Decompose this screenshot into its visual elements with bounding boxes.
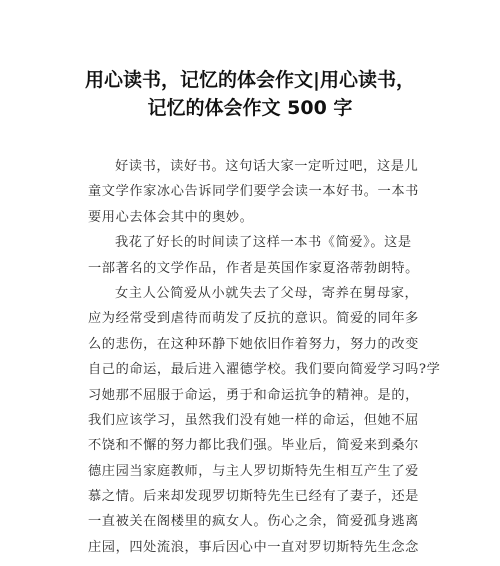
text-line: 童文学作家冰心告诉同学们要学会读一本好书。一本书 xyxy=(88,184,419,200)
article-body xyxy=(88,154,448,560)
text-line: 德庄园当家庭教师，与主人罗切斯特先生相互产生了爱 xyxy=(88,463,419,479)
text-line: 庄园，四处流浪，事后因心中一直对罗切斯特先生念念 xyxy=(88,539,419,555)
text-line: 习她那不屈服于命运，勇于和命运抗争的精神。是的， xyxy=(88,387,419,403)
text-line: 慕之情。后来却发现罗切斯特先生已经有了妻子，还是 xyxy=(88,489,419,505)
text-line: 应为经常受到虐待而萌发了反抗的意识。简爱的同年多 xyxy=(88,311,419,327)
text-line: 一直被关在阁楼里的疯女人。伤心之余，简爱孤身逃离 xyxy=(88,514,419,530)
text-line: 好读书，读好书。这句话大家一定听过吧，这是儿 xyxy=(115,159,419,174)
text-line: 我花了好长的时间读了这样一本书《简爱》。这是 xyxy=(115,235,412,251)
text-line: 女主人公简爱从小就失去了父母，寄养在舅母家， xyxy=(115,285,419,301)
text-line: 自己的命运，最后进入濯德学校。我们要向简爱学习吗?学 xyxy=(88,362,441,378)
title-line: 记忆的体会作文 500 字 xyxy=(147,97,353,119)
text-line: 要用心去体会其中的奥妙。 xyxy=(88,209,254,225)
text-line: 不饶和不懈的努力都比我们强。毕业后，简爱来到桑尔 xyxy=(88,438,419,454)
article-title xyxy=(40,66,460,122)
text-line: 么的悲伤，在这种环静下她依旧作着努力，努力的改变 xyxy=(88,336,419,352)
title-line: 用心读书，记忆的体会作文|用心读书， xyxy=(85,69,415,91)
text-line: 一部著名的文学作品，作者是英国作家夏洛蒂勃朗特。 xyxy=(88,260,419,276)
text-line: 我们应该学习，虽然我们没有她一样的命运，但她不屈 xyxy=(88,412,419,428)
